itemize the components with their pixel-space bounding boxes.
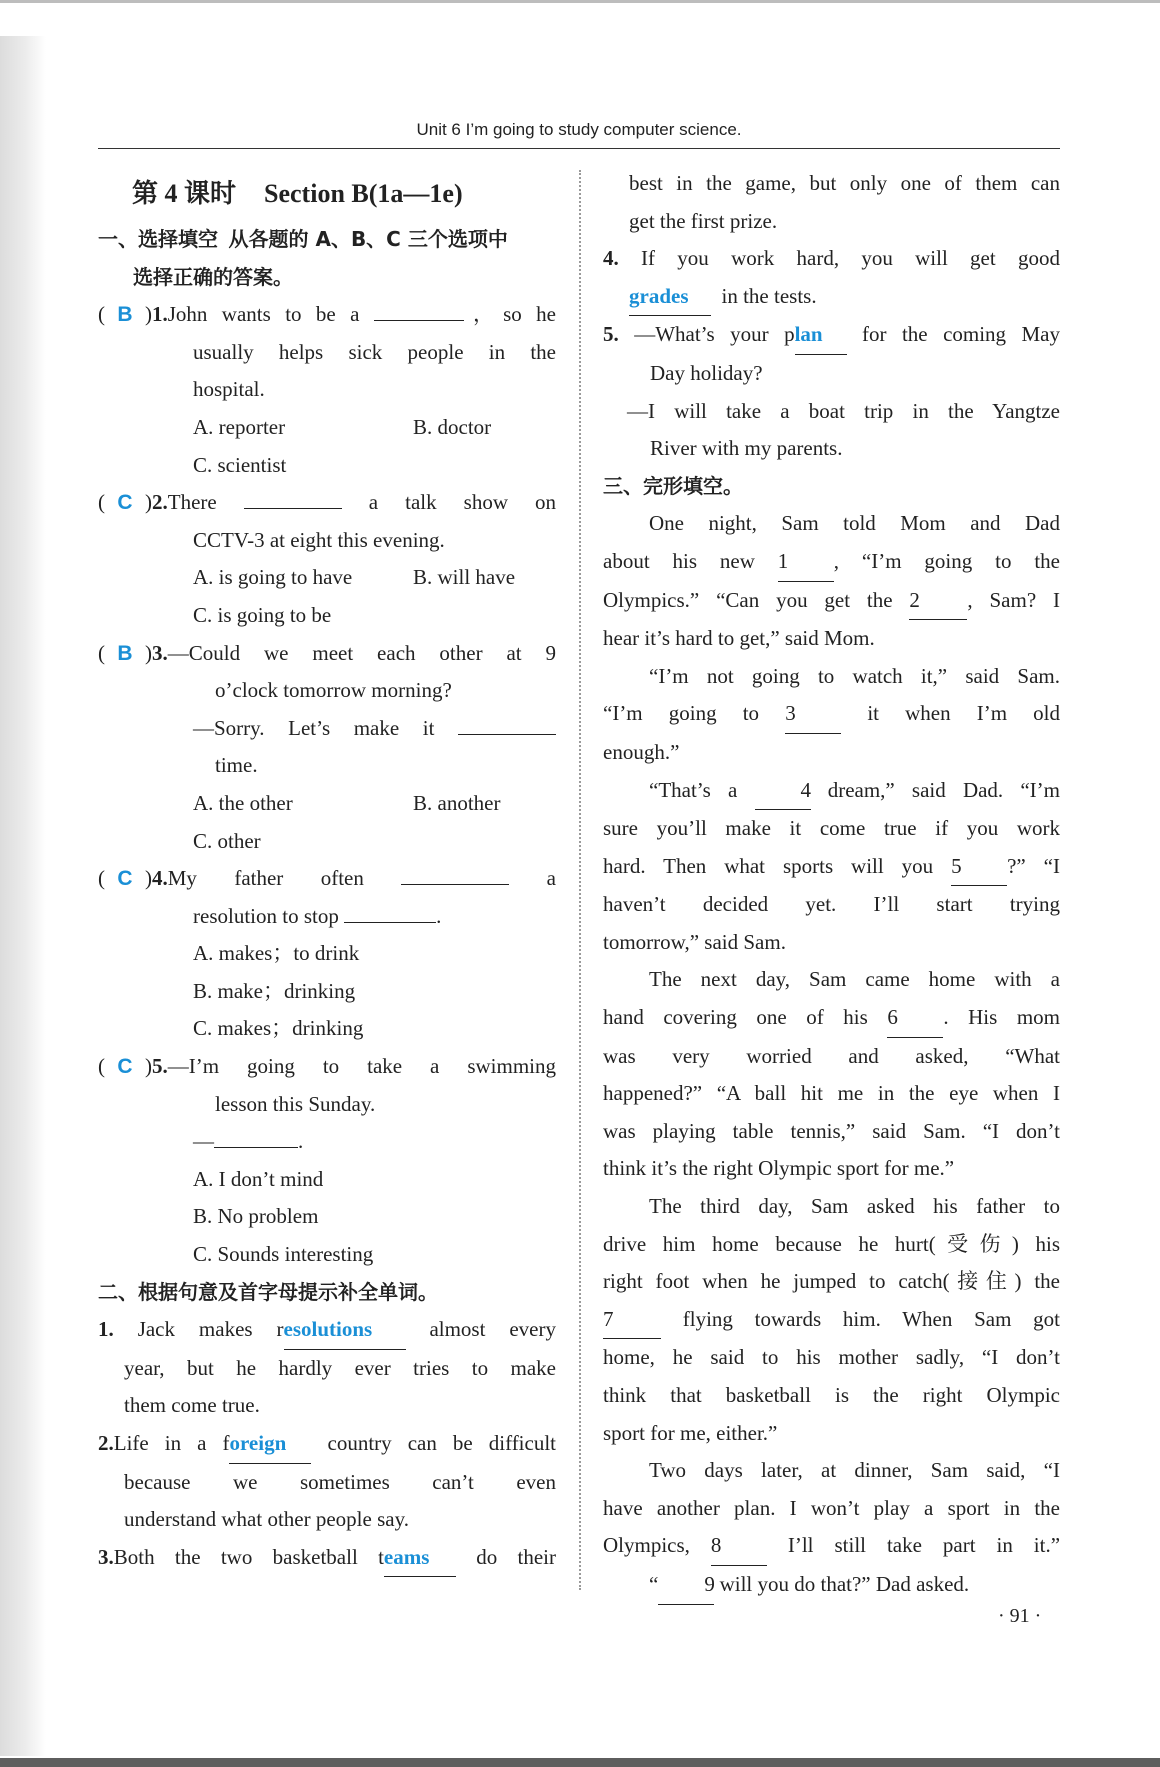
option[interactable]: B. No problem xyxy=(193,1204,319,1229)
question-5: ( C )5.—I’m going to take a swimming lesson this Sunday. — . A. I don’t mind B. No problem C. Sounds interesting xyxy=(98,1048,556,1274)
option[interactable]: C. is going to be xyxy=(193,602,332,627)
option[interactable]: C. scientist xyxy=(193,452,287,477)
answer-4: C xyxy=(117,867,133,891)
question-4: ( C )4.My father often a resolution to stop . A. makes；to drink B. make；drinking C. makes；drinking xyxy=(98,860,556,1048)
lesson-label: 第 4 课时 xyxy=(132,179,237,208)
cloze-blank-9[interactable]: 9 xyxy=(658,1566,714,1605)
cloze-blank-2[interactable]: 2 xyxy=(909,582,967,621)
cloze-paragraph-1: One night, Sam told Mom and Dad about his new 1 , “I’m going to the Olympics.” “Can you get the 2 , Sam? I hear it’s hard to get,” said Mom. xyxy=(603,511,1060,651)
cloze-paragraph-5: The third day, Sam asked his father to drive him home because he hurt(受伤) his right foot when he jumped to catch(接住) the 7 flying towards him. When Sam got home, he said to his mother sadly, “I don’t think that basketball is the right Olympic sport for me, either.” xyxy=(603,1194,1060,1445)
option[interactable]: B. doctor xyxy=(413,414,492,439)
answer-blank[interactable] xyxy=(458,710,556,735)
fill-answer[interactable]: oreign xyxy=(229,1425,311,1464)
option[interactable]: B. another xyxy=(413,790,501,815)
fill-item-5: 5. —What’s your plan for the coming May Day holiday? —I will take a boat trip in the Yangtze River with my parents. xyxy=(603,316,1060,467)
fill-item-1: 1. Jack makes resolutions almost every year, but he hardly ever tries to make them come true. xyxy=(98,1311,556,1425)
cloze-blank-3[interactable]: 3 xyxy=(785,695,841,734)
fill-item-4: 4. If you work hard, you will get good grades in the tests. xyxy=(603,240,1060,316)
running-header: Unit 6 I’m going to study computer science. xyxy=(416,120,742,139)
lesson-title xyxy=(98,173,556,215)
cloze-paragraph-6: Two days later, at dinner, Sam said, “I have another plan. I won’t play a sport in the Olympics, 8 I’ll still take part in it.” “ 9 will you do that?” Dad asked. xyxy=(603,1452,1060,1604)
cloze-blank-6[interactable]: 6 xyxy=(887,999,943,1038)
cloze-blank-5[interactable]: 5 xyxy=(951,848,1007,887)
part3-heading: 三、完形填空。 xyxy=(603,473,743,498)
option[interactable]: A. the other xyxy=(193,790,293,815)
question-2: ( C )2.There a talk show on CCTV-3 at eight this evening. A. is going to have B. will have C. is going to be xyxy=(98,484,556,634)
header-rule xyxy=(98,148,1060,149)
option[interactable]: A. I don’t mind xyxy=(193,1166,324,1191)
cloze-blank-8[interactable]: 8 xyxy=(711,1527,767,1566)
lesson-section: Section B(1a—1e) xyxy=(264,179,463,208)
answer-blank[interactable] xyxy=(374,296,464,321)
cloze-blank-1[interactable]: 1 xyxy=(778,543,834,582)
option[interactable]: C. other xyxy=(193,828,261,853)
answer-2: C xyxy=(117,491,133,515)
cloze-paragraph-3: “That’s a 4 dream,” said Dad. “I’m sure you’ll make it come true if you work hard. Then what sports will you 5 ?” “I haven’t decided yet. I’ll start trying tomorrow,” said Sam. xyxy=(603,772,1060,962)
fill-item-3: 3.Both the two basketball teams do their xyxy=(98,1539,556,1578)
part1-heading-cont: 选择正确的答案。 xyxy=(133,264,293,289)
cloze-blank-4[interactable]: 4 xyxy=(755,772,811,811)
column-divider xyxy=(579,170,581,1590)
fill-item-2: 2.Life in a foreign country can be difficult because we sometimes can’t even understand what other people say. xyxy=(98,1425,556,1539)
page-number: · 91 · xyxy=(998,1605,1042,1627)
answer-3: B xyxy=(117,641,133,665)
answer-blank[interactable] xyxy=(244,484,342,509)
fill-answer[interactable]: lan xyxy=(795,316,847,355)
cloze-paragraph-2: “I’m not going to watch it,” said Sam. “I’m going to 3 it when I’m old enough.” xyxy=(603,663,1060,764)
answer-1: B xyxy=(117,303,133,327)
part2-heading: 二、根据句意及首字母提示补全单词。 xyxy=(98,1279,438,1304)
bottom-edge xyxy=(0,1758,1160,1767)
option[interactable]: A. is going to have xyxy=(193,565,353,590)
question-1: ( B )1.John wants to be a ，so he usually helps sick people in the hospital. A. reporter B. doctor C. scientist xyxy=(98,296,556,484)
option[interactable]: A. makes；to drink xyxy=(193,941,360,966)
fill-answer[interactable]: eams xyxy=(384,1539,456,1578)
option[interactable]: A. reporter xyxy=(193,414,286,439)
option[interactable]: B. will have xyxy=(413,565,516,590)
answer-blank[interactable] xyxy=(401,860,509,885)
left-column xyxy=(98,165,556,1577)
option[interactable]: B. make；drinking xyxy=(193,978,356,1003)
fill-answer[interactable]: grades xyxy=(629,278,711,317)
answer-5: C xyxy=(117,1055,133,1079)
answer-blank[interactable] xyxy=(344,898,436,923)
question-3: ( B )3.—Could we meet each other at 9 o’clock tomorrow morning? —Sorry. Let’s make it time. A. the other B. another C. other xyxy=(98,635,556,861)
cloze-blank-7[interactable]: 7 xyxy=(603,1301,661,1340)
answer-blank[interactable] xyxy=(214,1123,298,1148)
option[interactable]: C. makes；drinking xyxy=(193,1016,364,1041)
option[interactable]: C. Sounds interesting xyxy=(193,1242,374,1267)
page-gutter-shadow xyxy=(0,36,46,1756)
right-column: best in the game, but only one of them can get the first prize. 4. If you work hard, you will get good grades in the tests. 5. —What’s your plan for the coming May Day holiday? —I will take a boat trip in the Yangtze River with my parents. 三、完形填空。 One night, Sam told Mom and Dad about his new 1 , “I’m going to the Olympics.” “Can you get the 2 , Sam? I hear it’s hard to get,” said Mom. “I’m not going to watch it,” said Sam. “I’m going to 3 it when I’m old enough.” “That’s a 4 dream,” said Dad. “I’m sure you’ll make it come true if you work hard. Then what sports will you 5 ?” “I haven’t decided yet. I’ll start trying tomorrow,” said Sam. The next day, Sam came home with a hand covering one of his 6 . His mom was very worried and asked, “What happened?” “A ball hit me in the eye when I was playing table tennis,” said Sam. “I don’t think it’s the right Olympic sport for me.” The third day, Sam asked his father to drive him home because he hurt(受伤) his right foot when he jumped to catch(接住) the 7 flying towards him. When Sam got home, he said to his mother sadly, “I don’t think that basketball is the right Olympic sport for me, either.” Two days later, at dinner, Sam said, “I have another plan. I won’t play a sport in the Olympics, 8 I’ll still take part in it.” “ 9 will you do that?” Dad asked. xyxy=(603,165,1060,1605)
cloze-paragraph-4: The next day, Sam came home with a hand covering one of his 6 . His mom was very worried and asked, “What happened?” “A ball hit me in the eye when I was playing table tennis,” said Sam. “I don’t think it’s the right Olympic sport for me.” xyxy=(603,967,1060,1181)
fill-answer[interactable]: esolutions xyxy=(284,1311,406,1350)
part1-heading: 一、选择填空 从各题的 A、B、C 三个选项中 xyxy=(98,227,508,251)
top-edge xyxy=(0,0,1160,3)
